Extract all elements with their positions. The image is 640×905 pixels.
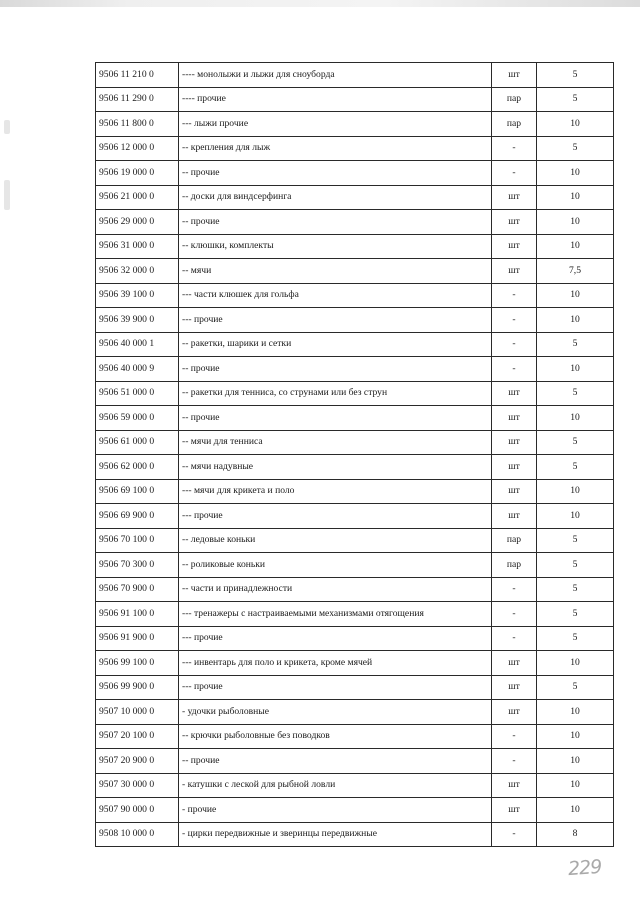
table-row [96,210,614,235]
rate-cell: 10 [537,161,614,186]
table-row [96,724,614,749]
description-cell: -- ракетки для тенниса, со струнами или без струн [179,381,492,406]
table-row [96,406,614,431]
table-row [96,63,614,88]
table-row [96,381,614,406]
code-cell: 9506 62 000 0 [96,455,179,480]
unit-cell: шт [492,185,537,210]
code-cell: 9506 51 000 0 [96,381,179,406]
code-cell: 9506 39 900 0 [96,308,179,333]
rate-cell: 5 [537,553,614,578]
code-cell: 9507 30 000 0 [96,773,179,798]
unit-cell: пар [492,112,537,137]
description-cell: -- доски для виндсерфинга [179,185,492,210]
table-row [96,136,614,161]
unit-cell: - [492,724,537,749]
code-cell: 9506 11 290 0 [96,87,179,112]
description-cell: -- роликовые коньки [179,553,492,578]
code-cell: 9508 10 000 0 [96,822,179,847]
table-row [96,553,614,578]
table-row [96,259,614,284]
code-cell: 9507 90 000 0 [96,798,179,823]
rate-cell: 5 [537,381,614,406]
unit-cell: шт [492,651,537,676]
code-cell: 9506 59 000 0 [96,406,179,431]
table-row [96,308,614,333]
table-row [96,651,614,676]
code-cell: 9506 61 000 0 [96,430,179,455]
unit-cell: - [492,283,537,308]
table-row [96,87,614,112]
unit-cell: шт [492,798,537,823]
description-cell: - удочки рыболовные [179,700,492,725]
table-row [96,798,614,823]
unit-cell: шт [492,63,537,88]
description-cell: -- прочие [179,406,492,431]
rate-cell: 10 [537,700,614,725]
unit-cell: шт [492,504,537,529]
rate-cell: 5 [537,63,614,88]
rate-cell: 10 [537,112,614,137]
unit-cell: шт [492,430,537,455]
description-cell: -- мячи для тенниса [179,430,492,455]
rate-cell: 5 [537,87,614,112]
table-row [96,602,614,627]
tariff-table-body [96,63,614,847]
unit-cell: пар [492,87,537,112]
unit-cell: - [492,577,537,602]
unit-cell: - [492,749,537,774]
rate-cell: 10 [537,308,614,333]
table-row [96,185,614,210]
scan-artifact [4,180,10,210]
rate-cell: 5 [537,430,614,455]
unit-cell: шт [492,455,537,480]
code-cell: 9506 69 100 0 [96,479,179,504]
rate-cell: 5 [537,455,614,480]
unit-cell: - [492,332,537,357]
code-cell: 9506 11 800 0 [96,112,179,137]
description-cell: -- мячи надувные [179,455,492,480]
table-row [96,749,614,774]
table-row [96,822,614,847]
rate-cell: 5 [537,528,614,553]
rate-cell: 10 [537,651,614,676]
code-cell: 9506 12 000 0 [96,136,179,161]
unit-cell: шт [492,381,537,406]
rate-cell: 10 [537,210,614,235]
description-cell: - прочие [179,798,492,823]
table-row [96,455,614,480]
description-cell: -- части и принадлежности [179,577,492,602]
description-cell: -- прочие [179,210,492,235]
description-cell: --- инвентарь для поло и крикета, кроме мячей [179,651,492,676]
rate-cell: 10 [537,504,614,529]
description-cell: --- части клюшек для гольфа [179,283,492,308]
unit-cell: - [492,822,537,847]
unit-cell: шт [492,406,537,431]
rate-cell: 8 [537,822,614,847]
unit-cell: шт [492,234,537,259]
handwritten-page-number: 229 [567,855,602,881]
code-cell: 9506 32 000 0 [96,259,179,284]
rate-cell: 10 [537,185,614,210]
code-cell: 9506 91 100 0 [96,602,179,627]
rate-cell: 5 [537,675,614,700]
description-cell: --- тренажеры с настраиваемыми механизмами отягощения [179,602,492,627]
rate-cell: 10 [537,724,614,749]
rate-cell: 5 [537,332,614,357]
description-cell: -- крепления для лыж [179,136,492,161]
code-cell: 9506 21 000 0 [96,185,179,210]
table-row [96,161,614,186]
description-cell: - катушки с леской для рыбной ловли [179,773,492,798]
table-row [96,626,614,651]
code-cell: 9507 20 900 0 [96,749,179,774]
description-cell: -- крючки рыболовные без поводков [179,724,492,749]
rate-cell: 10 [537,283,614,308]
description-cell: --- мячи для крикета и поло [179,479,492,504]
description-cell: ---- монолыжи и лыжи для сноуборда [179,63,492,88]
code-cell: 9507 20 100 0 [96,724,179,749]
rate-cell: 10 [537,773,614,798]
code-cell: 9506 19 000 0 [96,161,179,186]
description-cell: --- прочие [179,308,492,333]
unit-cell: шт [492,700,537,725]
code-cell: 9506 91 900 0 [96,626,179,651]
unit-cell: шт [492,675,537,700]
code-cell: 9506 40 000 1 [96,332,179,357]
table-row [96,577,614,602]
rate-cell: 10 [537,357,614,382]
scan-artifact [4,120,10,134]
table-row [96,234,614,259]
scan-top-edge [0,0,640,7]
description-cell: -- ракетки, шарики и сетки [179,332,492,357]
table-row [96,357,614,382]
rate-cell: 10 [537,798,614,823]
description-cell: -- клюшки, комплекты [179,234,492,259]
unit-cell: шт [492,479,537,504]
rate-cell: 10 [537,234,614,259]
code-cell: 9506 99 100 0 [96,651,179,676]
description-cell: - цирки передвижные и зверинцы передвижные [179,822,492,847]
unit-cell: шт [492,259,537,284]
unit-cell: - [492,357,537,382]
code-cell: 9506 70 900 0 [96,577,179,602]
rate-cell: 10 [537,479,614,504]
unit-cell: - [492,136,537,161]
unit-cell: пар [492,528,537,553]
description-cell: --- прочие [179,626,492,651]
code-cell: 9506 70 300 0 [96,553,179,578]
rate-cell: 10 [537,406,614,431]
description-cell: -- прочие [179,357,492,382]
table-row [96,112,614,137]
table-row [96,332,614,357]
description-cell: -- мячи [179,259,492,284]
description-cell: -- прочие [179,749,492,774]
description-cell: -- ледовые коньки [179,528,492,553]
unit-cell: шт [492,210,537,235]
code-cell: 9507 10 000 0 [96,700,179,725]
unit-cell: - [492,602,537,627]
rate-cell: 10 [537,749,614,774]
rate-cell: 7,5 [537,259,614,284]
unit-cell: пар [492,553,537,578]
rate-cell: 5 [537,626,614,651]
unit-cell: - [492,161,537,186]
code-cell: 9506 11 210 0 [96,63,179,88]
tariff-table [95,62,614,847]
description-cell: --- прочие [179,675,492,700]
table-row [96,504,614,529]
unit-cell: - [492,626,537,651]
description-cell: --- прочие [179,504,492,529]
table-row [96,700,614,725]
rate-cell: 5 [537,602,614,627]
unit-cell: шт [492,773,537,798]
code-cell: 9506 31 000 0 [96,234,179,259]
table-row [96,528,614,553]
table-row [96,479,614,504]
description-cell: --- лыжи прочие [179,112,492,137]
code-cell: 9506 99 900 0 [96,675,179,700]
table-row [96,430,614,455]
code-cell: 9506 29 000 0 [96,210,179,235]
code-cell: 9506 40 000 9 [96,357,179,382]
description-cell: ---- прочие [179,87,492,112]
code-cell: 9506 69 900 0 [96,504,179,529]
table-row [96,283,614,308]
rate-cell: 5 [537,577,614,602]
table-row [96,675,614,700]
description-cell: -- прочие [179,161,492,186]
table-row [96,773,614,798]
code-cell: 9506 70 100 0 [96,528,179,553]
code-cell: 9506 39 100 0 [96,283,179,308]
rate-cell: 5 [537,136,614,161]
unit-cell: - [492,308,537,333]
